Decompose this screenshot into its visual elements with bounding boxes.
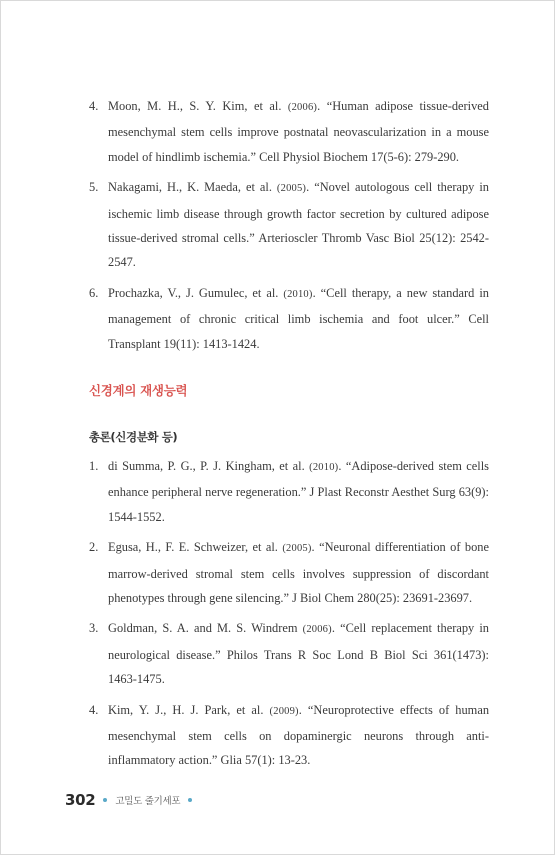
reference-list-neural (89, 454, 489, 779)
reference-number: 5. (89, 180, 99, 195)
reference-details: . “Neuroprotective effects of human mesenchymal stem cells on dopaminergic neurons through anti-inflammatory action.” Glia 57(1): 13-23. (108, 702, 490, 768)
reference-year: (2010) (309, 462, 339, 473)
reference-details: . “Cell replacement therapy in neurological disease.” Philos Trans R Soc Lond B Biol Sci 361(1473): 1463-1475. (108, 621, 489, 687)
reference-year: (2005) (282, 543, 312, 555)
reference-item (89, 698, 489, 773)
section-heading: 신경계의 재생능력 (89, 383, 188, 398)
reference-text (108, 281, 489, 356)
reference-number: 4. (89, 99, 99, 113)
reference-details: . “Adipose-derived stem cells enhance peripheral nerve regeneration.” J Plast Reconstr Aesthet Surg 63(9): 1544-1552. (108, 459, 489, 524)
reference-item (89, 616, 489, 691)
reference-year: (2006) (287, 102, 318, 113)
reference-number: 4. (89, 702, 99, 717)
reference-number: 3. (89, 621, 99, 636)
reference-authors: di Summa, P. G., P. J. Kingham, et al. (108, 459, 310, 473)
reference-number: 1. (89, 459, 99, 473)
reference-year: (2005) (276, 183, 307, 195)
reference-authors: Nakagami, H., K. Maeda, et al. (108, 180, 277, 195)
page-footer (65, 791, 200, 809)
bullet-dot-icon (103, 798, 107, 802)
reference-text (108, 698, 489, 773)
reference-text (108, 94, 489, 169)
reference-list-vascular (89, 94, 489, 362)
reference-details: . “Human adipose tissue-derived mesenchymal stem cells improve postnatal neovascularization in a mouse model of hindlimb ischemia.” Cell Physiol Biochem 17(5-6): 279-290. (108, 99, 489, 164)
reference-details: . “Novel autologous cell therapy in ischemic limb disease through growth factor secretion by cultured adipose tissue-derived stromal cells.” Arterioscler Thromb Vasc Biol 25(12): 2542-2547. (108, 180, 489, 270)
reference-text (108, 175, 489, 275)
reference-authors: Egusa, H., F. E. Schweizer, et al. (108, 540, 283, 555)
reference-text (108, 535, 489, 610)
reference-authors: Prochazka, V., J. Gumulec, et al. (108, 285, 284, 300)
reference-text (108, 454, 489, 529)
sub-heading: 총론(신경분화 등) (89, 430, 178, 444)
reference-year: (2010) (283, 288, 313, 300)
reference-number: 2. (89, 540, 99, 555)
reference-details: . “Neuronal differentiation of bone marrow-derived stromal stem cells involves suppression of discordant phenotypes through gene silencing.” J Biol Chem 280(25): 23691-23697. (108, 540, 489, 606)
bullet-dot-icon (188, 798, 192, 802)
reference-text (108, 616, 489, 691)
reference-number: 6. (89, 285, 99, 300)
reference-details: . “Cell therapy, a new standard in management of chronic critical limb ischemia and foot ulcer.” Cell Transplant 19(11): 1413-1424. (108, 285, 489, 351)
reference-item (89, 454, 489, 529)
reference-authors: Goldman, S. A. and M. S. Windrem (108, 621, 303, 636)
reference-authors: Moon, M. H., S. Y. Kim, et al. (108, 99, 288, 113)
running-title: 고밀도 줄기세포 (115, 796, 181, 807)
reference-item (89, 175, 489, 275)
reference-authors: Kim, Y. J., H. J. Park, et al. (108, 702, 270, 717)
reference-year: (2009) (269, 705, 299, 717)
reference-item (89, 94, 489, 169)
reference-year: (2006) (302, 624, 332, 636)
reference-item (89, 281, 489, 356)
reference-item (89, 535, 489, 610)
page-number: 302 (65, 791, 96, 809)
